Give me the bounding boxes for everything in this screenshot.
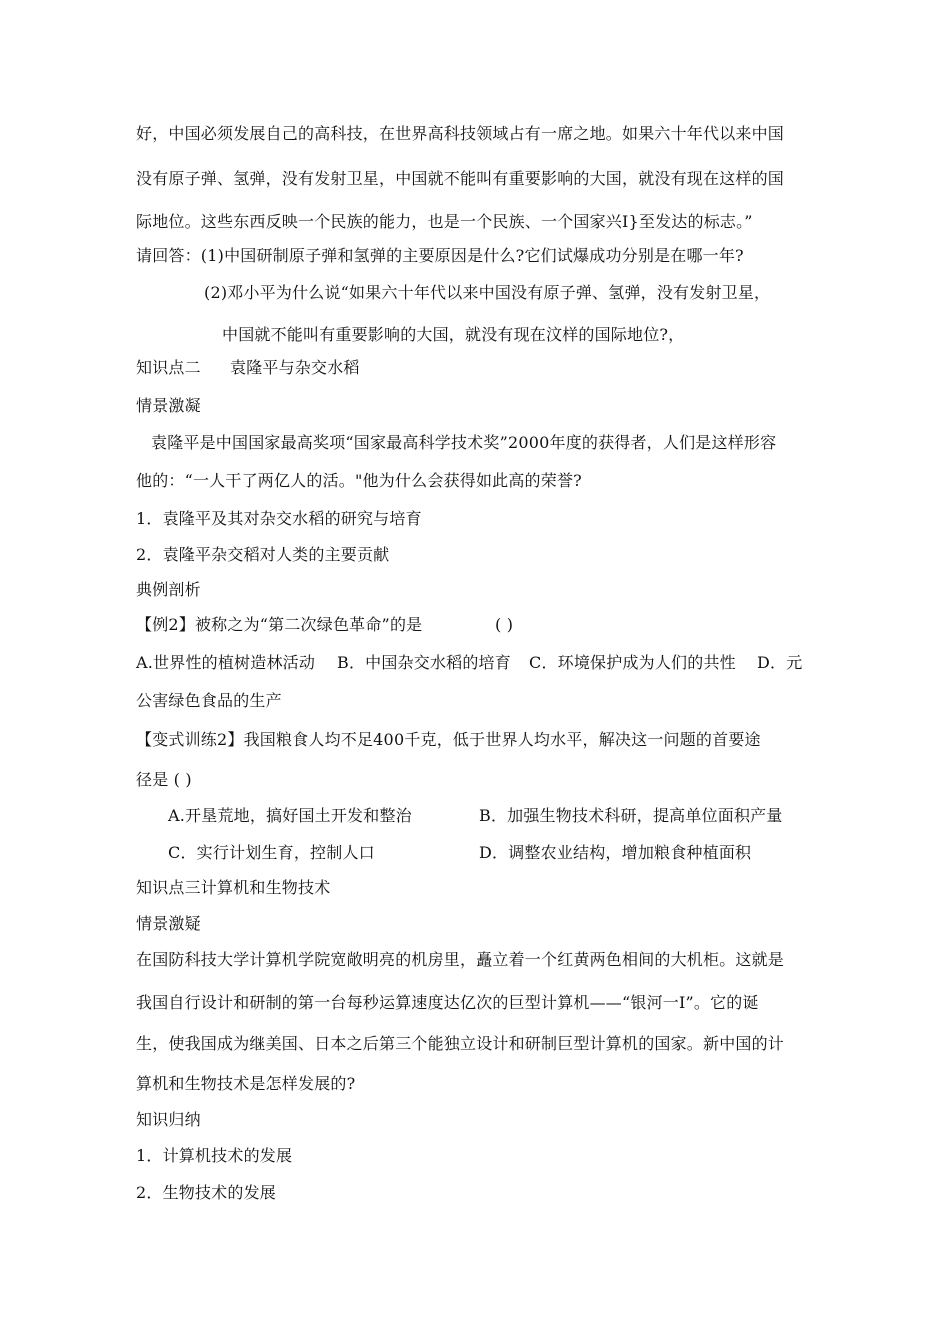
subheading: 情景激疑 <box>136 914 201 933</box>
question-line: (2)邓小平为什么说“如果六十年代以来中国没有原子弹、氢弹，没有发射卫星， <box>204 283 771 302</box>
option-d: D．调整农业结构，增加粮食种植面积 <box>479 843 752 862</box>
option-c: C．实行计划生育，控制人口 <box>168 843 375 862</box>
subheading: 典例剖析 <box>136 580 201 599</box>
paragraph-line: 好，中国必须发展自己的高科技，在世界高科技领域占有一席之地。如果六十年代以来中国 <box>136 124 785 143</box>
section-heading-3: 知识点三计算机和生物技术 <box>136 878 331 897</box>
subheading: 情景激凝 <box>136 396 201 415</box>
option-b: B．中国杂交水稻的培育 <box>337 653 511 672</box>
answer-blank: ( ) <box>495 615 514 634</box>
paragraph-line: 他的：“一人干了两亿人的活。"他为什么会获得如此高的荣誉? <box>136 471 582 490</box>
question-line: 中国就不能叫有重要影响的大国，就没有现在汶样的国际地位?， <box>222 325 685 344</box>
question-line: 请回答：(1)中国研制原子弹和氢弹的主要原因是什么?它们试爆成功分别是在哪一年? <box>136 246 744 265</box>
option-c: C．环境保护成为人们的共性 <box>529 653 736 672</box>
paragraph-line: 算机和生物技术是怎样发展的? <box>136 1074 356 1093</box>
list-item: 2．袁隆平杂交稻对人类的主要贡献 <box>136 545 390 564</box>
list-item: 1．计算机技术的发展 <box>136 1146 293 1165</box>
paragraph-line: 在国防科技大学计算机学院宽敞明亮的机房里，矗立着一个红黄两色相间的大机柜。这就是 <box>136 950 785 969</box>
option-d-continued: 公害绿色食品的生产 <box>136 691 282 710</box>
list-item: 1．袁隆平及其对杂交水稻的研究与培育 <box>136 509 422 528</box>
paragraph-line: 际地位。这些东西反映一个民族的能力，也是一个民族、一个国家兴I}至发达的标志。” <box>136 212 753 231</box>
section-heading-2: 知识点二 <box>136 358 201 377</box>
example-question: 【例2】被称之为“第二次绿色革命”的是 <box>136 615 423 634</box>
paragraph-line: 我国自行设计和研制的第一台每秒运算速度达亿次的巨型计算机——“银河一I”。它的诞 <box>136 993 759 1012</box>
practice-question: 【变式训练2】我国粮食人均不足400千克，低于世界人均水平，解决这一问题的首要途 <box>136 730 761 749</box>
paragraph-line: 袁隆平是中国国家最高奖项“国家最高科学技术奖”2000年度的获得者，人们是这样形容 <box>151 433 777 452</box>
practice-question: 径是 ( ) <box>136 770 192 789</box>
list-item: 2．生物技术的发展 <box>136 1183 276 1202</box>
paragraph-line: 生，使我国成为继美国、日本之后第三个能独立设计和研制巨型计算机的国家。新中国的计 <box>136 1034 785 1053</box>
option-a: A.开垦荒地，搞好国土开发和整治 <box>168 806 412 825</box>
option-a: A.世界性的植树造林活动 <box>136 653 316 672</box>
option-d: D．元 <box>757 653 803 672</box>
paragraph-line: 没有原子弹、氢弹，没有发射卫星，中国就不能叫有重要影响的大国，就没有现在这样的国 <box>136 169 785 188</box>
section-heading-2-title: 袁隆平与杂交水稻 <box>230 358 360 377</box>
subheading: 知识归纳 <box>136 1110 201 1129</box>
option-b: B．加强生物技术科研，提高单位面积产量 <box>479 806 783 825</box>
